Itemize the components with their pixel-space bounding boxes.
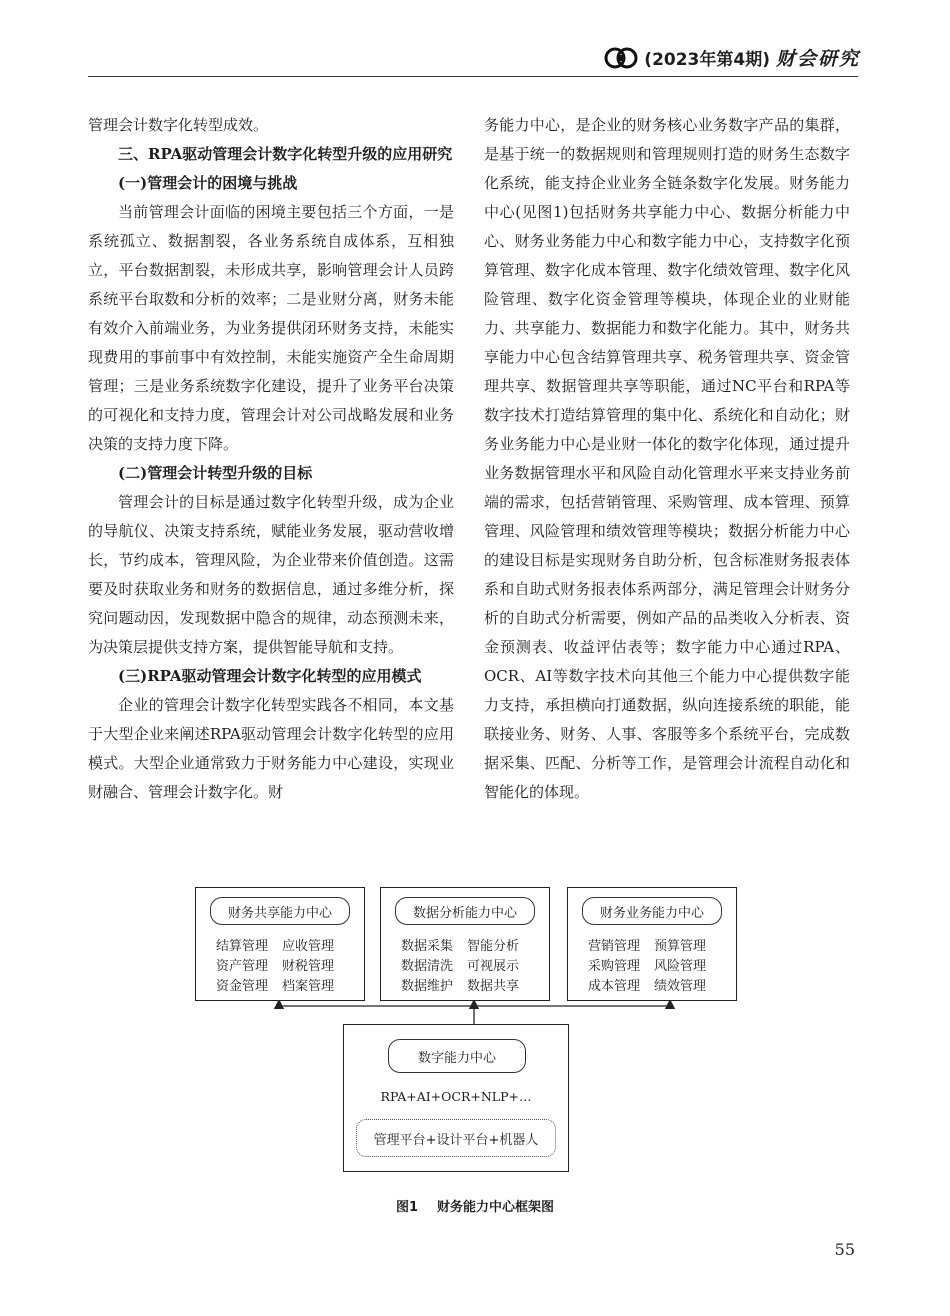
- journal-title: 财会研究: [775, 48, 860, 70]
- box-item: 绩效管理: [654, 979, 707, 994]
- box-item: 档案管理: [282, 979, 335, 994]
- box-item: 财税管理: [282, 959, 335, 974]
- box-item: 预算管理: [654, 939, 707, 954]
- tech-stack-label: RPA+AI+OCR+NLP+…: [380, 1089, 532, 1104]
- box-item: 智能分析: [467, 939, 520, 954]
- figure-caption: [0, 1196, 950, 1215]
- paragraph: 企业的管理会计数字化转型实践各不相同，本文基于大型企业来阐述RPA驱动管理会计数字化转型的应用模式。大型企业通常致力于财务能力中心建设，实现业财融合、管理会计数字化。财: [88, 696, 454, 801]
- paragraph: 务能力中心，是企业的财务核心业务数字产品的集群，是基于统一的数据规则和管理规则打造的财务生态数字化系统，能支持企业业务全链条数字化发展。财务能力中心(见图1)包括财务共享能力中心、数据分析能力中心、财务业务能力中心和数字能力中心，支持数字化预算管理、数字化成本管理、数字化绩效管理、数字化风险管理、数字化资金管理等模块，体现企业的业财能力、共享能力、数据能力和数字化能力。其中，财务共享能力中心包含结算管理共享、税务管理共享、资金管理共享、数据管理共享等职能，通过NC平台和RPA等数字技术打造结算管理的集中化、系统化和自动化；财务业务能力中心是业财一体化的数字化体现，通过提升业务数据管理水平和风险自动化管理水平来支持业务前端的需求，包括营销管理、采购管理、成本管理、预算管理、风险管理和绩效管理等模块；数据分析能力中心的建设目标是实现财务自助分析，包含标准财务报表体系和自助式财务报表体系两部分，满足管理会计财务分析的自助式分析需要，例如产品的品类收入分析表、资金预测表、收益评估表等；数字能力中心通过RPA、OCR、AI等数字技术向其他三个能力中心提供数字能力支持，承担横向打通数据，纵向连接系统的职能，能联接业务、财务、人事、客服等多个系统平台，完成数据采集、匹配、分析等工作，是管理会计流程自动化和智能化的体现。: [484, 116, 850, 801]
- paragraph: 当前管理会计面临的困境主要包括三个方面，一是系统孤立、数据割裂，各业务系统自成体系，互相独立，平台数据割裂，未形成共享，影响管理会计人员跨系统平台取数和分析的效率；二是业财分离，财务未能有效介入前端业务，为业务提供闭环财务支持，未能实现费用的事前事中有效控制，未能实施资产全生命周期管理；三是业务系统数字化建设，提升了业务平台决策的可视化和支持力度，管理会计对公司战略发展和业务决策的支持力度下降。: [88, 203, 454, 453]
- data-analysis-center-box: [380, 887, 550, 1001]
- box-item: 数据清洗: [401, 959, 454, 974]
- paragraph: 管理会计数字化转型成效。: [88, 116, 269, 134]
- box-title: 财务业务能力中心: [582, 897, 722, 925]
- box-item: 数据共享: [467, 979, 520, 994]
- subsection-heading-1: (一)管理会计的困境与挑战: [118, 174, 298, 192]
- box-title: 财务共享能力中心: [210, 897, 350, 925]
- box-item: 数据采集: [401, 939, 454, 954]
- right-column: [484, 111, 850, 807]
- box-items: [216, 938, 334, 996]
- box-item: 数据维护: [401, 979, 454, 994]
- box-item: 风险管理: [654, 959, 707, 974]
- header-rule: [88, 76, 858, 77]
- page-number: 55: [834, 1240, 855, 1259]
- box-item: 资产管理: [216, 959, 269, 974]
- section-title: 三、RPA驱动管理会计数字化转型升级的应用研究: [118, 145, 453, 163]
- subsection-heading-2: (二)管理会计转型升级的目标: [118, 464, 313, 482]
- caption-text: 财务能力中心框架图: [437, 1200, 555, 1215]
- box-item: 应收管理: [282, 939, 335, 954]
- paragraph: 管理会计的目标是通过数字化转型升级，成为企业的导航仪、决策支持系统，赋能业务发展，驱动营收增长，节约成本，管理风险，为企业带来价值创造。这需要及时获取业务和财务的数据信息，通过多维分析，探究问题动因，发现数据中隐含的规律，动态预测未来，为决策层提供支持方案，提供智能导航和支持。: [88, 493, 454, 656]
- journal-header: [604, 44, 860, 71]
- left-column: [88, 111, 454, 807]
- box-item: 采购管理: [588, 959, 641, 974]
- subsection-heading-3: (三)RPA驱动管理会计数字化转型的应用模式: [118, 667, 422, 685]
- box-title: 数字能力中心: [388, 1039, 526, 1073]
- issue-label: (2023年第4期): [644, 50, 770, 70]
- platform-label: 管理平台+设计平台+机器人: [356, 1119, 556, 1157]
- box-item: 营销管理: [588, 939, 641, 954]
- box-title: 数据分析能力中心: [395, 897, 535, 925]
- caption-number: 图1: [395, 1200, 418, 1215]
- digital-capability-center-box: [343, 1024, 569, 1172]
- box-item: 成本管理: [588, 979, 641, 994]
- box-items: [401, 938, 519, 996]
- box-item: 可视展示: [467, 959, 520, 974]
- journal-logo-icon: [604, 47, 638, 69]
- box-items: [588, 938, 706, 996]
- box-item: 资金管理: [216, 979, 269, 994]
- finance-shared-center-box: [195, 887, 365, 1001]
- figure-1-diagram: [195, 880, 755, 1180]
- box-item: 结算管理: [216, 939, 269, 954]
- finance-business-center-box: [567, 887, 737, 1001]
